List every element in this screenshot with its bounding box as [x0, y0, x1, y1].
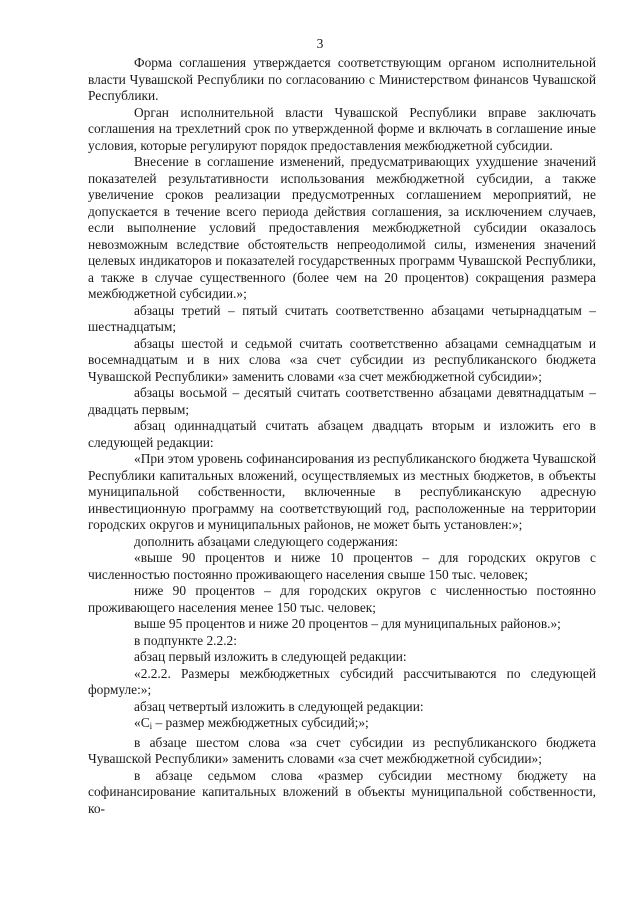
paragraph: Орган исполнительной власти Чувашской Республики вправе заключать соглашения на трехлетний срок по утвержденной форме и включать в соглашение иные условия, которые регулируют порядок предоставления межбюджетной субсидии. — [88, 104, 596, 153]
paragraph: «2.2.2. Размеры межбюджетных субсидий рассчитываются по следующей формуле:»; — [88, 665, 596, 697]
paragraph: абзацы восьмой – десятый считать соответственно абзацами девятнадцатым – двадцать первым; — [88, 385, 596, 417]
paragraph: абзац четвертый изложить в следующей редакции: — [134, 698, 424, 714]
paragraph: абзац одиннадцатый считать абзацем двадцать вторым и изложить его в следующей редакции: — [88, 418, 596, 450]
paragraph: абзац первый изложить в следующей редакции: — [134, 649, 407, 664]
paragraph: в абзаце шестом слова «за счет субсидии из республиканского бюджета Чувашской Республики» заменить словами «за счет межбюджетной субсидии»; — [88, 734, 596, 766]
formula-suffix: – размер межбюджетных субсидий;»; — [152, 715, 369, 730]
paragraph: ниже 90 процентов – для городских округов с численностью постоянно проживающего населения менее 150 тыс. человек; — [88, 583, 596, 615]
formula-subscript: i — [149, 721, 153, 731]
paragraph: в подпункте 2.2.2: — [134, 632, 237, 648]
formula-definition — [88, 715, 596, 735]
paragraph: абзацы шестой и седьмой считать соответственно абзацами семнадцатым и восемнадцатым и в них слова «за счет субсидии из республиканского бюджета Чувашской Республики» заменить словами «за счет межбюджетной субсидии»; — [88, 335, 596, 384]
paragraph: абзацы третий – пятый считать соответственно абзацами четырнадцатым – шестнадцатым; — [88, 302, 596, 334]
paragraph: «выше 90 процентов и ниже 10 процентов – для городских округов с численностью постоянно проживающего населения свыше 150 тыс. человек; — [88, 550, 596, 582]
paragraph: Форма соглашения утверждается соответствующим органом исполнительной власти Чувашской Республики по согласованию с Министерством финансов Чувашской Республики. — [88, 55, 596, 103]
page-number: 3 — [316, 36, 324, 51]
formula-prefix: «C — [134, 715, 150, 730]
paragraph: выше 95 процентов и ниже 20 процентов – для муниципальных районов.»; — [134, 616, 561, 631]
paragraph: Внесение в соглашение изменений, предусматривающих ухудшение значений показателей результативности использования межбюджетной субсидии, а также увеличение сроков реализации предусмотренных соглашением мероприятий, не допускается в течение всего периода действия соглашения, за исключением случаев, если выполнение условий предоставления межбюджетной субсидии оказалось невозможным вследствие обстоятельств непреодолимой силы, изменения значений целевых индикаторов и показателей государственных программ Чувашской Республики, а также в случае существенного (более чем на 20 процентов) сокращения размера межбюджетной субсидии.»; — [88, 154, 596, 301]
paragraph: в абзаце седьмом слова «размер субсидии местному бюджету на софинансирование капитальных вложений в объекты муниципальной собственности, ко- — [88, 767, 596, 816]
document-body — [88, 55, 596, 817]
paragraph: дополнить абзацами следующего содержания: — [134, 533, 399, 549]
paragraph: «При этом уровень софинансирования из республиканского бюджета Чувашской Республики капитальных вложений, осуществляемых из местных бюджетов, в объекты муниципальной собственности, включенные в республиканскую адресную инвестиционную программу на соответствующий год, расположенные на территории городских округов и муниципальных районов, не может быть установлен:»; — [88, 451, 596, 532]
